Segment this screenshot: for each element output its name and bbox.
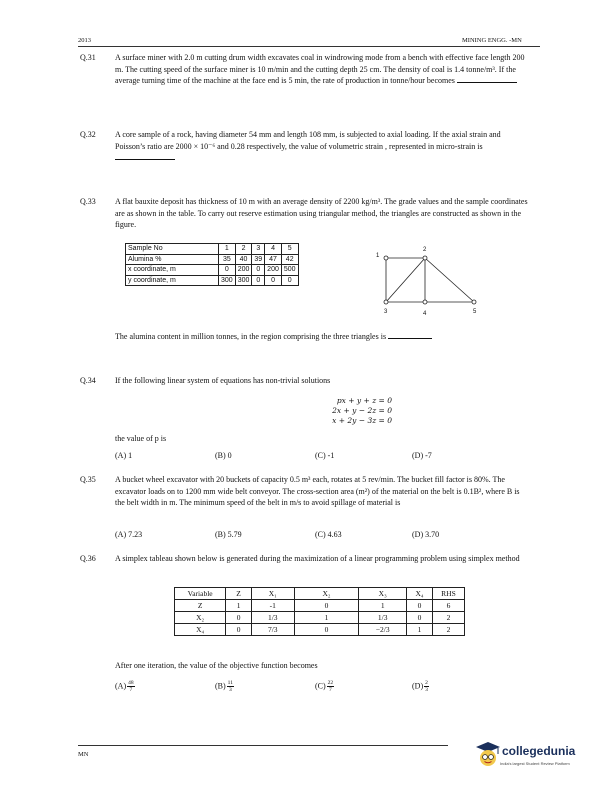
question-number: Q.33	[80, 197, 96, 206]
answer-blank	[388, 331, 432, 339]
question-35	[80, 474, 530, 509]
option-c: (C) $\frac{22}{7}$	[315, 680, 334, 693]
question-number: Q.35	[80, 475, 96, 484]
collegedunia-logo-icon	[474, 740, 502, 768]
sample-table	[125, 243, 299, 286]
question-text: A bucket wheel excavator with 20 buckets of capacity 0.5 m³ each, rotates at 5 rev/min. The bucket fill factor is 80%. The excavator loads on to 1200 mm wide belt conveyor. The cross-section area (m²) of the material on the belt is 0.1B², where B is the belt width in m. The minimum speed of the belt in m/s to avoid spillage of material is	[115, 475, 520, 507]
option-d: (D) -7	[412, 451, 432, 460]
edge-2-5	[425, 258, 474, 302]
header-year: 2013	[78, 37, 91, 44]
question-33-prompt	[80, 331, 530, 343]
question-36-stem	[80, 660, 530, 672]
table-row: X₂ 0 1/3 1 1/3 0 2	[175, 612, 465, 624]
option-a: (A) 7.23	[115, 530, 143, 539]
point-label-5: 5	[473, 309, 477, 315]
point-label-4: 4	[423, 311, 427, 317]
equation: px + y + z = 0	[336, 396, 392, 405]
table-row: y coordinate, m 300 300 0 0 0	[126, 275, 299, 286]
table-row: Sample No 1 2 3 4 5	[126, 244, 299, 255]
point-label-3: 3	[384, 309, 388, 315]
option-b: (B) 5.79	[215, 530, 242, 539]
header-rule	[78, 46, 540, 47]
point-label-1: 1	[376, 253, 380, 259]
question-31	[80, 52, 530, 87]
sample-point-1	[384, 256, 388, 260]
question-36	[80, 553, 530, 565]
fraction: $\frac{22}{7}$	[327, 680, 334, 693]
option-a: (A) 1	[115, 451, 133, 460]
table-row: X₄ 0 7/3 0 −2/3 1 2	[175, 624, 465, 636]
question-text: the value of p is	[115, 434, 167, 443]
answer-blank	[115, 152, 175, 160]
question-32	[80, 129, 530, 164]
question-34	[80, 375, 530, 387]
sample-point-4	[423, 300, 427, 304]
fraction: $\frac{2}{3}$	[425, 680, 428, 693]
brand-name: collegedunia	[502, 744, 576, 758]
table-header-row: Variable Z X₁ X₂ X₃ X₄ RHS	[175, 588, 465, 600]
question-number: Q.32	[80, 130, 96, 139]
question-text: After one iteration, the value of the objective function becomes	[115, 661, 318, 670]
sample-point-5	[472, 300, 476, 304]
option-b: (B) $\frac{11}{3}$	[215, 680, 233, 693]
answer-blank	[457, 75, 517, 83]
fraction: $\frac{48}{7}$	[128, 680, 134, 693]
question-number: Q.34	[80, 376, 96, 385]
option-d: (D) $\frac{2}{3}$	[412, 680, 428, 693]
point-label-2: 2	[423, 247, 427, 253]
sample-point-2	[423, 256, 427, 260]
question-34-stem	[80, 433, 530, 445]
table-row: x coordinate, m 0 200 0 200 500	[126, 265, 299, 276]
question-33	[80, 196, 530, 231]
triangulation-figure	[370, 240, 490, 320]
equation-system	[300, 396, 392, 426]
fraction: $\frac{11}{3}$	[227, 680, 233, 693]
question-text: If the following linear system of equations has non-trivial solutions	[115, 376, 331, 385]
table-row: Alumina % 35 40 39 47 42	[126, 254, 299, 265]
edge-3-2	[386, 258, 425, 302]
footer-code: MN	[78, 751, 89, 758]
footer-rule	[78, 745, 448, 746]
question-text: The alumina content in million tonnes, in the region comprising the three triangles is	[115, 332, 387, 341]
question-number: Q.36	[80, 554, 96, 563]
option-b: (B) 0	[215, 451, 232, 460]
option-a: (A) $\frac{48}{7}$	[115, 680, 134, 693]
brand-tagline: India's largest Student Review Platform	[500, 761, 570, 766]
equation: x + 2y − 3z = 0	[332, 416, 392, 425]
question-text: A simplex tableau shown below is generated during the maximization of a linear programming problem using simplex method	[115, 554, 520, 563]
table-row: Z 1 -1 0 1 0 6	[175, 600, 465, 612]
option-d: (D) 3.70	[412, 530, 440, 539]
question-text: A surface miner with 2.0 m cutting drum width excavates coal in windrowing mode from a bench with effective face length 200 m. The cutting speed of the surface miner is 10 m/min and the cutting depth 25 cm. The density of coal is 1.4 tonne/m³. If the average turning time of the machine at the face end is 5 min, the rate of production in tonne/hour becomes	[115, 53, 525, 85]
equation: 2x + y − 2z = 0	[332, 406, 392, 415]
option-c: (C) -1	[315, 451, 335, 460]
header-paper: MINING ENGG. -MN	[462, 37, 522, 44]
question-text: A flat bauxite deposit has thickness of 10 m with an average density of 2200 kg/m³. The grade values and the sample coordinates are as shown in the table. To carry out reserve estimation using triangular method, the triangles are constructed as shown in the figure.	[115, 197, 528, 229]
option-c: (C) 4.63	[315, 530, 342, 539]
question-number: Q.31	[80, 53, 96, 62]
simplex-tableau	[174, 587, 465, 636]
sample-point-3	[384, 300, 388, 304]
question-text: A core sample of a rock, having diameter 54 mm and length 108 mm, is subjected to axial loading. If the axial strain and Poisson’s ratio are 2000 × 10⁻⁶ and 0.28 respectively, the value of volumetric strain , represented in micro-strain is	[115, 130, 501, 151]
